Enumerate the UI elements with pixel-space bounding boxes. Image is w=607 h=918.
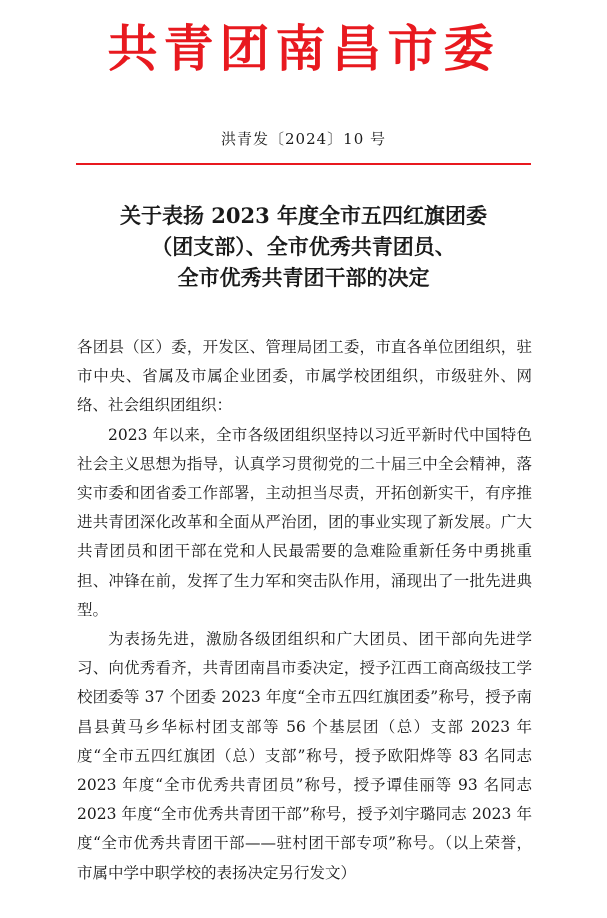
body-paragraph: 2023 年以来，全市各级团组织坚持以习近平新时代中国特色社会主义思想为指导，认真学习贯彻党的二十届三中全会精神，落实市委和团省委工作部署，主动担当尽责，开拓创新实干，有序推进共青团深化改革和全面从严治团，团的事业实现了新发展。广大共青团员和团干部在党和人民最需要的急难险重新任务中勇挑重担、冲锋在前，发挥了生力军和突击队作用，涌现出了一批先进典型。 xyxy=(77,425,532,619)
document-title xyxy=(60,200,547,293)
body-paragraph: 为表扬先进，激励各级团组织和广大团员、团干部向先进学习、向优秀看齐，共青团南昌市委决定，授予江西工商高级技工学校团委等 37 个团委 2023 年度“全市五四红旗团委”称号，授予南昌县黄马乡华标村团支部等 56 个基层团（总）支部 2023 年度“全市五四红旗团（总）支部”称号，授予欧阳烨等 83 名同志 2023 年度“全市优秀共青团员”称号，授予谭佳丽等 93 名同志 2023 年度“全市优秀共青团干部”称号，授予刘宇璐同志 2023 年度“全市优秀共青团干部——驻村团干部专项”称号。（以上荣誉，市属中学中职学校的表扬决定另行发文） xyxy=(77,630,532,882)
title-line: （团支部）、全市优秀共青团员、 xyxy=(151,234,456,259)
document-number: 洪青发〔2024〕10 号 xyxy=(220,130,387,148)
issuing-org-header: 共青团南昌市委 xyxy=(107,20,500,78)
title-line: 全市优秀共青团干部的决定 xyxy=(177,265,430,290)
title-line: 关于表扬 2023 年度全市五四红旗团委 xyxy=(119,203,488,228)
addressee-paragraph: 各团县（区）委，开发区、管理局团工委，市直各单位团组织，驻市中央、省属及市属企业团委，市属学校团组织，市级驻外、网络、社会组织团组织： xyxy=(77,338,532,415)
red-separator-rule xyxy=(76,163,531,165)
document-body xyxy=(77,333,532,888)
